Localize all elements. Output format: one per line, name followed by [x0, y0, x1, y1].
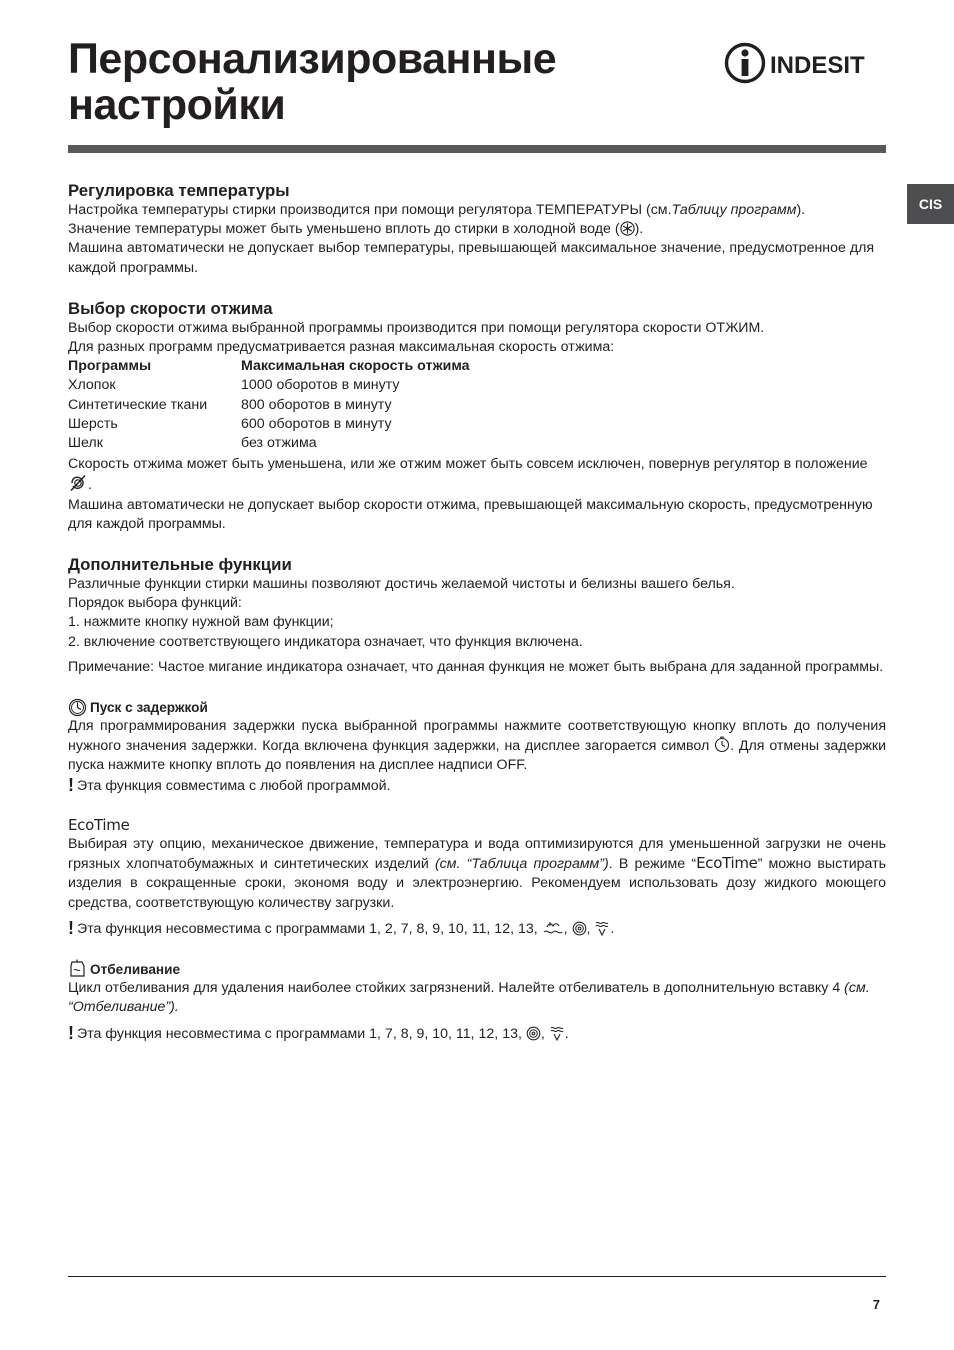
table-cell-program: Хлопок: [68, 377, 116, 394]
table-header-programs: Программы: [68, 358, 152, 375]
shower-program-icon: [549, 1025, 565, 1041]
temperature-line-3: Машина автоматически не допускает выбор температуры, превышающей максимальное значение, предусмотренное для каждой программы.: [68, 240, 875, 276]
language-tab: CIS: [907, 184, 954, 224]
spin-line-2: Для разных программ предусматривается разная максимальная скорость отжима:: [68, 339, 615, 356]
bleach-heading: Отбеливание: [90, 961, 181, 977]
page-title: [68, 36, 688, 128]
table-cell-speed: 1000 оборотов в минуту: [241, 377, 400, 394]
table-row: [68, 396, 470, 415]
ecotime-text: Выбирая эту опцию, механическое движение, температура и вода оптимизируются для уменьшенной загрузки не очень грязных хлопчатобумажных и синтетических изделий (см. “Таблица программ”). В режиме “EcoTime” можно выстирать изделия в сокращенные сроки, экономя воду и электроэнергию. Рекомендуем использовать дозу жидкого моющего средства, соответствующую количеству загрузки.: [68, 836, 886, 911]
functions-step-1: 1. нажмите кнопку нужной вам функции;: [68, 614, 334, 631]
table-header-speed: Максимальная скорость отжима: [241, 358, 470, 375]
table-cell-program: Шелк: [68, 435, 103, 452]
table-cell-speed: 800 оборотов в минуту: [241, 396, 392, 413]
page-number: 7: [872, 1297, 880, 1312]
spin-section: [68, 298, 886, 534]
main-content: [68, 180, 886, 1044]
spin-after-2: Машина автоматически не допускает выбор скорости отжима, превышающей максимальную скорость, предусмотренную для каждой проrраммы.: [68, 496, 873, 532]
delay-text: Для программирования задержки пуска выбранной программы нажмите соответствующую кнопку вплоть до получения нужного значения задержки. Когда включена функция задержки, на дисплее загорается символ . Для отмены задержки пуска нажмите кнопку вплоть до появления на дисплее надписи OFF.: [68, 718, 887, 774]
table-cell-program: Синтетические ткани: [68, 396, 208, 413]
spin-after-1: Скорость отжима может быть уменьшена, или же отжим может быть совсем исключен, повернув регулятор в положение .: [68, 456, 868, 494]
table-row: [68, 434, 470, 453]
header-rule: [68, 145, 886, 153]
ecotime-section: [68, 816, 886, 939]
delay-section: [68, 697, 886, 796]
warning-icon: !: [68, 1022, 74, 1043]
warning-icon: !: [68, 917, 74, 938]
brand-wordmark: INDESIT: [770, 52, 865, 79]
delay-heading: Пуск с задержкой: [90, 699, 208, 715]
temperature-heading: Регулировка температуры: [68, 181, 290, 200]
table-cell-speed: без отжима: [241, 435, 317, 452]
bleach-text: Цикл отбеливания для удаления наиболее стойких загрязнений. Налейте отбеливатель в дополнительную вставку 4 (см. “Отбеливание”).: [68, 980, 870, 1016]
spin-heading: Выбор скорости отжима: [68, 298, 273, 318]
table-row: [68, 415, 470, 434]
snowflake-icon: [620, 221, 635, 236]
bleach-warning: ! Эта функция несовместима с программами 1, 7, 8, 9, 10, 11, 12, 13, , .: [68, 1022, 569, 1043]
no-spin-icon: [68, 474, 88, 492]
table-cell-speed: 600 оборотов в минуту: [241, 415, 392, 432]
bleach-section: [68, 959, 886, 1044]
spiral-program-icon: [572, 921, 587, 936]
page-title-line-2: настройки: [68, 81, 286, 129]
functions-heading: Дополнительные функции: [68, 555, 292, 575]
spiral-program-icon: [526, 1026, 541, 1041]
ecotime-warning: ! Эта функция несовместима с программами 1, 2, 7, 8, 9, 10, 11, 12, 13, , , .: [68, 917, 615, 938]
page-title-line-1: Персонализированные: [68, 35, 557, 83]
table-header-row: [68, 357, 470, 376]
functions-line-2: Порядок выбора функций:: [68, 595, 242, 612]
functions-step-2: 2. включение соответствующего индикатора означает, что функция включена.: [68, 633, 583, 650]
indesit-logo: [724, 40, 888, 86]
temperature-line-1: Настройка температуры стирки производится при помощи регулятора ТЕМПЕРАТУРЫ (см.Таблицу программ).: [68, 202, 806, 218]
shower-program-icon: [594, 920, 610, 936]
warning-icon: !: [68, 774, 74, 795]
wash-program-icon: [542, 920, 564, 936]
delay-warning: ! Эта функция совместима с любой программой.: [68, 774, 391, 795]
delay-timer-icon: [68, 697, 87, 717]
functions-note: Примечание: Частое мигание индикатора означает, что данная функция не может быть выбрана для заданной программы.: [68, 658, 884, 675]
functions-section: [68, 554, 886, 677]
ecotime-heading: EcoTime: [68, 815, 130, 834]
functions-line-1: Различные функции стирки машины позволяют достичь желаемой чистоты и белизны вашего белья.: [68, 576, 735, 593]
temperature-line-2: Значение температуры может быть уменьшено вплоть до стирки в холодной воде ( ).: [68, 221, 644, 238]
table-cell-program: Шерсть: [68, 415, 118, 432]
bleach-icon: [68, 959, 87, 979]
table-row: [68, 376, 470, 395]
spin-speed-table: [68, 357, 470, 453]
delay-display-icon: [714, 736, 730, 753]
temperature-section: [68, 180, 886, 278]
spin-line-1: Выбор скорости отжима выбранной программы производится при помощи регулятора скорости ОТЖИМ.: [68, 319, 765, 336]
footer-rule: [68, 1276, 886, 1277]
